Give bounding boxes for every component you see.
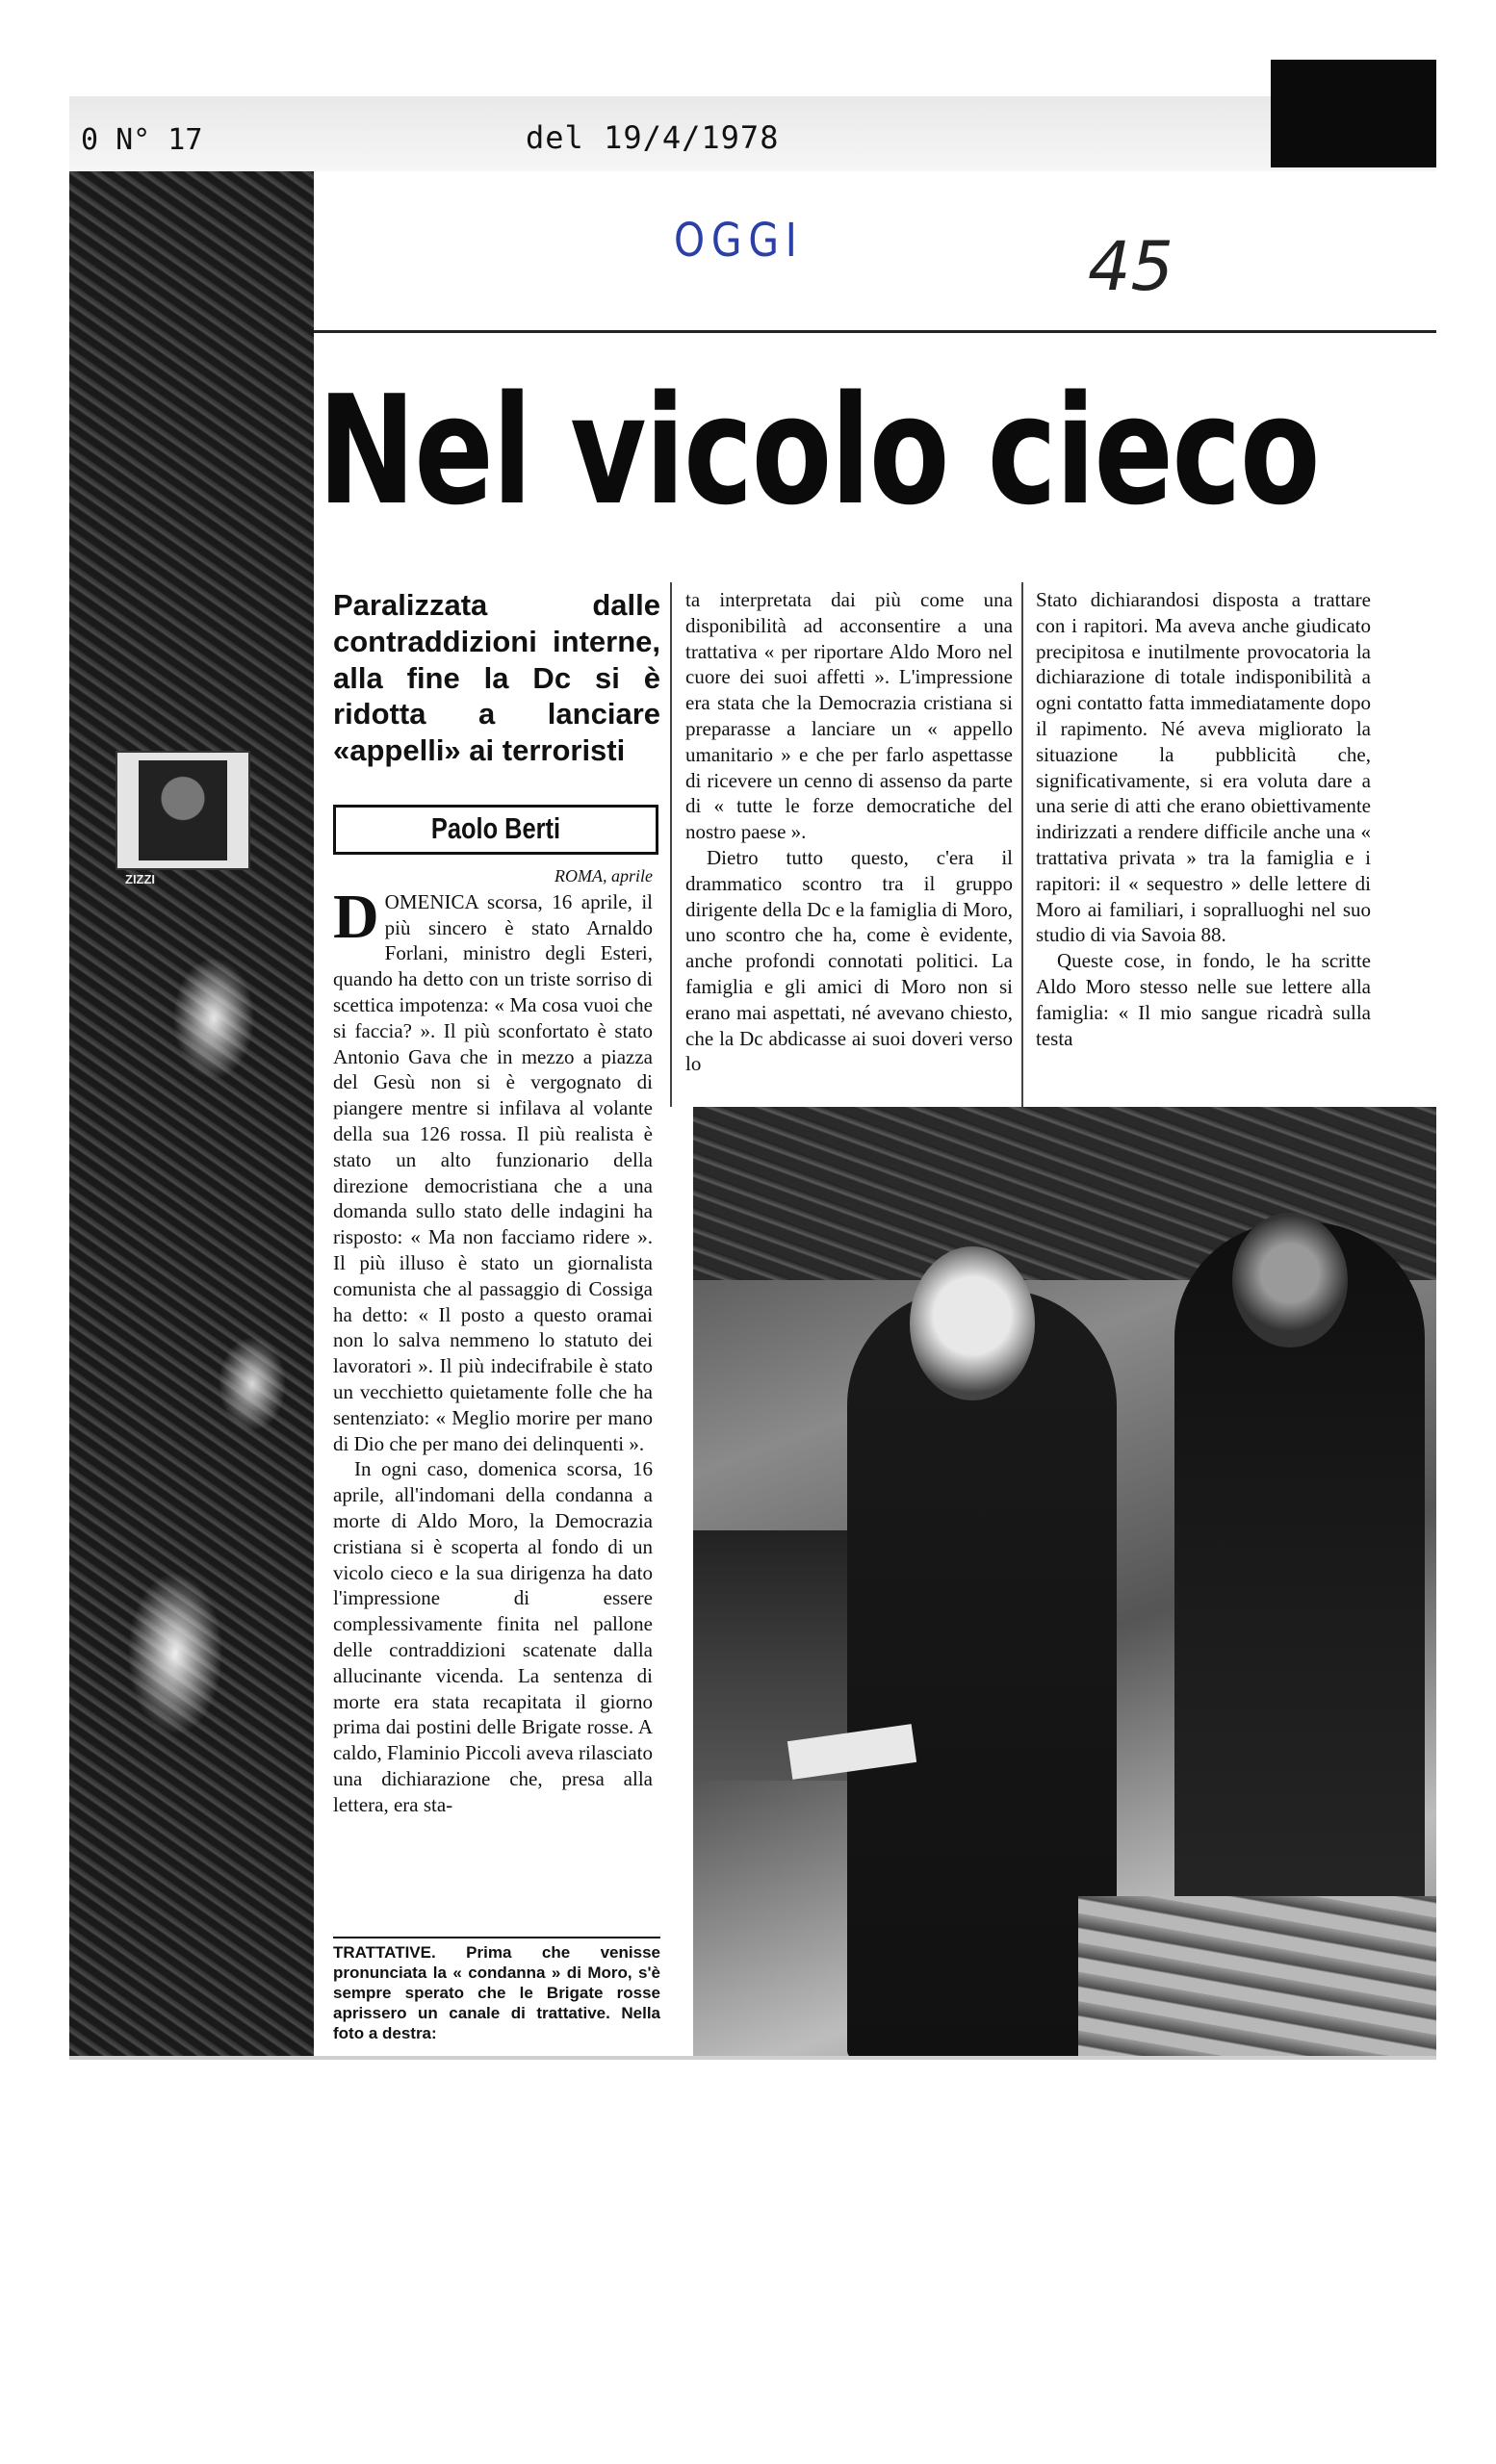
caption-rule <box>333 1937 660 1938</box>
issue-number: 0 N° 17 <box>81 123 203 157</box>
paragraph: Stato dichiarandosi disposta a trattare con i rapitori. Ma aveva anche giudicato precipitosa e inutilmente provocatoria la dichiarazione di totale indisponibilità a ogni contatto fatta immediatamente dopo il rapimento. Né aveva migliorato la situazione la pubblicità che, significativamente, si era voluta dare a una serie di atti che erano obiettivamente indirizzati a rendere difficile anche una « trattativa privata » tra la famiglia e i rapitori: il « sequestro » delle lettere di Moro ai familiari, i sopralluoghi nel suo studio di via Savoia 88. <box>1036 588 1371 947</box>
caption-lead: TRATTATIVE. <box>333 1943 436 1962</box>
paragraph: In ogni caso, domenica scorsa, 16 aprile, all'indomani della condanna a morte di Aldo Moro, la Democrazia cristiana si è scoperta al fondo di un vicolo cieco e la sua dirigenza ha dato l'impressione di essere complessivamente finita nel pallone delle contraddizioni scatenate dalla allucinante vicenda. La sentenza di morte era stata recapitata il giorno prima dai postini delle Brigate rosse. A caldo, Flaminio Piccoli aveva rilasciato una dichiarazione che, presa alla lettera, era sta- <box>333 1457 653 1816</box>
photo-figure-center <box>847 1290 1117 2060</box>
article-column-2 <box>685 587 1013 1077</box>
author-box <box>333 805 658 855</box>
handwritten-source: OGGI <box>674 214 804 268</box>
poster-face-image <box>139 760 227 860</box>
caption-text: Prima che venisse pronunciata la « condanna » di Moro, s'è sempre sperato che le Brigate rosse aprissero un canale di trattative. Nella foto a destra: <box>333 1943 660 2042</box>
dateline: ROMA, aprile <box>555 866 653 886</box>
photo-figure-right-face <box>1232 1213 1348 1348</box>
issue-date: del 19/4/1978 <box>526 119 780 156</box>
column-rule-left <box>670 582 672 1107</box>
photo-figure-center-face <box>910 1246 1035 1400</box>
photo-caption <box>333 1942 660 2056</box>
left-photo <box>69 171 314 2058</box>
clipping-bottom-edge <box>69 2056 1436 2060</box>
header-rule <box>314 330 1436 333</box>
author-name: Paolo Berti <box>430 811 561 845</box>
handwritten-page-number: 45 <box>1088 227 1174 306</box>
main-photo <box>693 1107 1436 2060</box>
photo-steps <box>1078 1896 1436 2060</box>
article-column-3 <box>1036 587 1371 1051</box>
article-headline: Nel vicolo cieco <box>318 363 1319 538</box>
paragraph: ta interpretata dai più come una disponibilità ad acconsentire a una trattativa « per riportare Aldo Moro nel cuore dei suoi affetti ». L'impressione era stata che la Democrazia cristiana si preparasse a lanciare un « appello umanitario » e che per farlo aspettasse di ricevere un cenno di assenso da parte di « tutte le forze democratiche del nostro paese ». <box>685 588 1013 844</box>
scan-dark-corner <box>1271 60 1436 167</box>
poster-label: ZIZZI <box>125 872 156 886</box>
paragraph: Queste cose, in fondo, le ha scritte Aldo Moro stesso nelle sue lettere alla famiglia: « Il mio sangue ricadrà sulla testa <box>1036 949 1371 1050</box>
column-rule-right <box>1021 582 1023 1107</box>
article-column-1 <box>333 862 653 1817</box>
paragraph: DOMENICA scorsa, 16 aprile, il più sincero è stato Arnaldo Forlani, ministro degli Esteri, quando ha detto con un triste sorriso di scettica impotenza: « Ma cosa vuoi che si faccia? ». Il più sconfortato è stato Antonio Gava che in mezzo a piazza del Gesù non si è vergognato di piangere mentre si infilava al volante della sua 126 rossa. Il più realista è stato un alto funzionario della direzione democristiana che a una domanda sullo stato delle indagini ha risposto: « Ma non facciamo ridere ». Il più illuso è stato un giornalista comunista che al passaggio di Cossiga ha detto: « Il posto a questo oramai non lo salva nemmeno lo statuto dei lavoratori ». Il più indecifrabile è stato un vecchietto quietamente folle che ha sentenziato: « Meglio morire per mano di Dio che per mano dei delinquenti ». <box>333 881 653 1455</box>
article-subhead: Paralizzata dalle contraddizioni interne, alla fine la Dc si è ridotta a lanciare «appelli» ai terroristi <box>333 588 660 768</box>
paragraph: Dietro tutto questo, c'era il drammatico scontro tra il gruppo dirigente della Dc e la famiglia di Moro, uno scontro che ha, come è evidente, anche profondi connotati politici. La famiglia e gli amici di Moro non si erano mai aspettati, né avevano chiesto, che la Dc abdicasse ai suoi doveri verso lo <box>685 845 1013 1076</box>
drop-cap: D <box>333 881 379 952</box>
wanted-poster-photo <box>116 751 250 870</box>
